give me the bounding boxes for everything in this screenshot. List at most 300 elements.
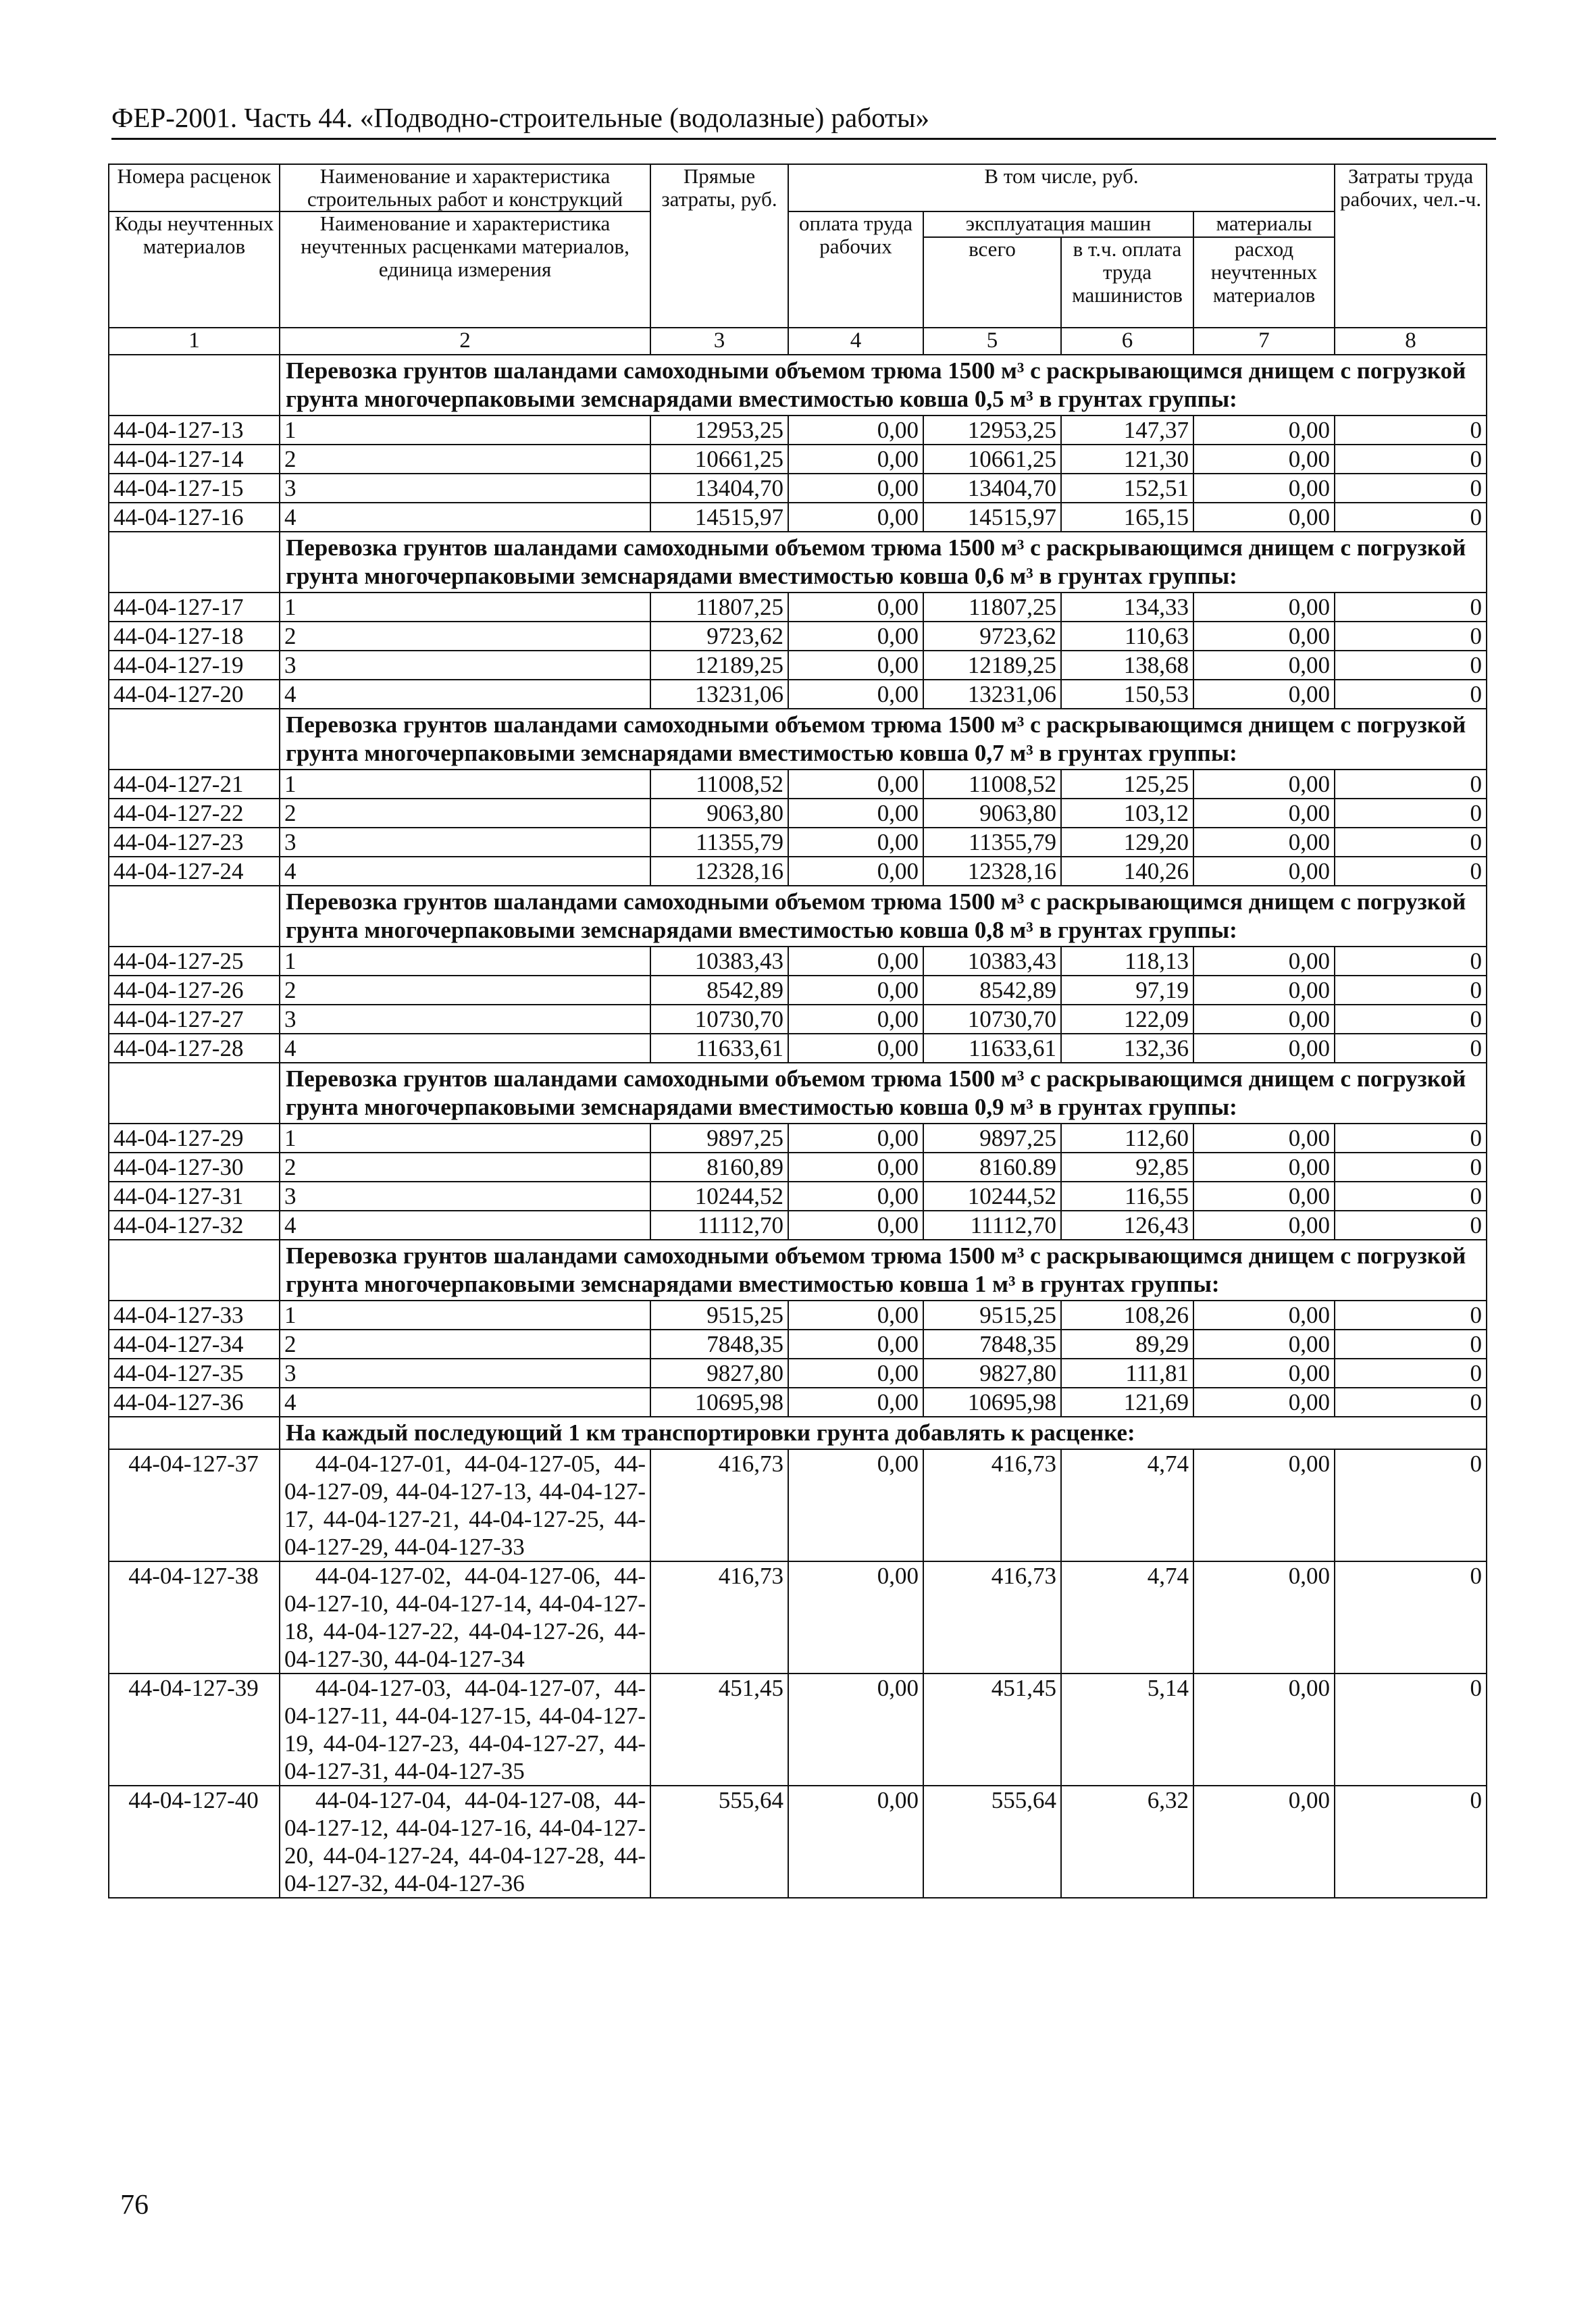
section-header-row — [109, 532, 1487, 593]
applicable-rates-list: 44-04-127-01, 44-04-127-05, 44-04-127-09, 44-04-127-13, 44-04-127-17, 44-04-127-21, 44-04-127-25, 44-04-127-29, 44-04-127-33 — [284, 1451, 646, 1560]
labor-hours: 0 — [1335, 828, 1487, 857]
machinist-pay: 92,85 — [1061, 1153, 1193, 1182]
machines-total: 555,64 — [923, 1786, 1061, 1898]
rate-name — [280, 1561, 650, 1674]
rate-code: 44-04-127-36 — [109, 1388, 280, 1417]
materials-cost: 0,00 — [1193, 799, 1335, 828]
direct-cost: 10383,43 — [650, 947, 788, 976]
machines-total: 9515,25 — [923, 1301, 1061, 1330]
direct-cost: 10695,98 — [650, 1388, 788, 1417]
machinist-pay: 121,69 — [1061, 1388, 1193, 1417]
rate-code: 44-04-127-16 — [109, 503, 280, 532]
table-row — [109, 1330, 1487, 1359]
machinist-pay: 103,12 — [1061, 799, 1193, 828]
direct-cost: 451,45 — [650, 1674, 788, 1786]
labor-hours: 0 — [1335, 1182, 1487, 1211]
machinist-pay: 150,53 — [1061, 680, 1193, 709]
rate-name: 1 — [280, 1124, 650, 1153]
direct-cost: 12189,25 — [650, 651, 788, 680]
machines-total: 9897,25 — [923, 1124, 1061, 1153]
materials-cost: 0,00 — [1193, 1359, 1335, 1388]
direct-cost: 10730,70 — [650, 1005, 788, 1034]
table-row — [109, 1034, 1487, 1063]
rate-name: 4 — [280, 857, 650, 886]
machinist-pay: 108,26 — [1061, 1301, 1193, 1330]
labor-hours: 0 — [1335, 1005, 1487, 1034]
table-row — [109, 445, 1487, 474]
section-spacer — [109, 355, 280, 416]
header-work-name: Наименование и характеристика строительных работ и конструкций — [280, 164, 650, 211]
rate-code: 44-04-127-33 — [109, 1301, 280, 1330]
machinist-pay: 89,29 — [1061, 1330, 1193, 1359]
running-head: ФЕР-2001. Часть 44. «Подводно-строительные (водолазные) работы» — [111, 102, 930, 133]
rate-name: 1 — [280, 947, 650, 976]
rate-name — [280, 1674, 650, 1786]
machines-total: 11008,52 — [923, 770, 1061, 799]
labor-hours: 0 — [1335, 1388, 1487, 1417]
table-row — [109, 1301, 1487, 1330]
machinist-pay: 138,68 — [1061, 651, 1193, 680]
rate-code: 44-04-127-34 — [109, 1330, 280, 1359]
section-spacer — [109, 532, 280, 593]
table-row — [109, 1211, 1487, 1240]
machines-total: 10695,98 — [923, 1388, 1061, 1417]
table-row — [109, 622, 1487, 651]
labor-pay: 0,00 — [788, 503, 923, 532]
rate-name: 3 — [280, 828, 650, 857]
materials-cost: 0,00 — [1193, 503, 1335, 532]
rate-name — [280, 1786, 650, 1898]
applicable-rates-list: 44-04-127-04, 44-04-127-08, 44-04-127-12, 44-04-127-16, 44-04-127-20, 44-04-127-24, 44-04-127-28, 44-04-127-32, 44-04-127-36 — [284, 1787, 646, 1896]
rates-table — [108, 164, 1487, 1898]
header-material-codes: Коды неучтенных материалов — [109, 211, 280, 328]
section-title: Перевозка грунтов шаландами самоходными объемом трюма 1500 м³ с раскрывающимся днищем с погрузкой грунта многочерпаковыми земснарядами вместимостью ковша 0,8 м³ в грунтах группы: — [280, 886, 1487, 947]
materials-cost: 0,00 — [1193, 947, 1335, 976]
direct-cost: 12328,16 — [650, 857, 788, 886]
labor-hours: 0 — [1335, 1674, 1487, 1786]
labor-pay: 0,00 — [788, 1005, 923, 1034]
labor-hours: 0 — [1335, 1449, 1487, 1561]
machinist-pay: 4,74 — [1061, 1561, 1193, 1674]
machinist-pay: 132,36 — [1061, 1034, 1193, 1063]
header-in-total: В том числе, руб. — [788, 164, 1335, 211]
machinist-pay: 129,20 — [1061, 828, 1193, 857]
table-row — [109, 1005, 1487, 1034]
machines-total: 9723,62 — [923, 622, 1061, 651]
direct-cost: 7848,35 — [650, 1330, 788, 1359]
rate-name: 2 — [280, 622, 650, 651]
materials-cost: 0,00 — [1193, 1124, 1335, 1153]
direct-cost: 11008,52 — [650, 770, 788, 799]
labor-pay: 0,00 — [788, 1124, 923, 1153]
rate-name: 2 — [280, 1330, 650, 1359]
machines-total: 12189,25 — [923, 651, 1061, 680]
labor-hours: 0 — [1335, 445, 1487, 474]
direct-cost: 416,73 — [650, 1561, 788, 1674]
machinist-pay: 122,09 — [1061, 1005, 1193, 1034]
applicable-rates-list: 44-04-127-03, 44-04-127-07, 44-04-127-11, 44-04-127-15, 44-04-127-19, 44-04-127-23, 44-04-127-27, 44-04-127-31, 44-04-127-35 — [284, 1675, 646, 1784]
machines-total: 14515,97 — [923, 503, 1061, 532]
machinist-pay: 125,25 — [1061, 770, 1193, 799]
header-machines-total: всего — [923, 237, 1061, 328]
rate-name: 2 — [280, 976, 650, 1005]
materials-cost: 0,00 — [1193, 1449, 1335, 1561]
machines-total: 11633,61 — [923, 1034, 1061, 1063]
table-row — [109, 651, 1487, 680]
machinist-pay: 147,37 — [1061, 416, 1193, 445]
labor-pay: 0,00 — [788, 947, 923, 976]
direct-cost: 11633,61 — [650, 1034, 788, 1063]
labor-pay: 0,00 — [788, 445, 923, 474]
machines-total: 10661,25 — [923, 445, 1061, 474]
rate-name: 1 — [280, 770, 650, 799]
labor-pay: 0,00 — [788, 1182, 923, 1211]
rate-code: 44-04-127-23 — [109, 828, 280, 857]
table-row — [109, 474, 1487, 503]
table-row — [109, 1786, 1487, 1898]
header-direct-costs: Прямые затраты, руб. — [650, 164, 788, 328]
rate-name: 4 — [280, 503, 650, 532]
machines-total: 13404,70 — [923, 474, 1061, 503]
materials-cost: 0,00 — [1193, 1301, 1335, 1330]
rate-code: 44-04-127-28 — [109, 1034, 280, 1063]
materials-cost: 0,00 — [1193, 474, 1335, 503]
header-labor-pay: оплата труда рабочих — [788, 211, 923, 328]
machines-total: 8542,89 — [923, 976, 1061, 1005]
machinist-pay: 5,14 — [1061, 1674, 1193, 1786]
rate-name: 2 — [280, 799, 650, 828]
direct-cost: 11355,79 — [650, 828, 788, 857]
labor-hours: 0 — [1335, 1211, 1487, 1240]
direct-cost: 555,64 — [650, 1786, 788, 1898]
materials-cost: 0,00 — [1193, 1330, 1335, 1359]
machines-total: 451,45 — [923, 1674, 1061, 1786]
column-numbers-row — [109, 328, 1487, 355]
rate-name: 3 — [280, 1005, 650, 1034]
machinist-pay: 4,74 — [1061, 1449, 1193, 1561]
labor-pay: 0,00 — [788, 828, 923, 857]
section-header-row — [109, 355, 1487, 416]
header-rate-numbers: Номера расценок — [109, 164, 280, 211]
section-header-row — [109, 886, 1487, 947]
rate-code: 44-04-127-27 — [109, 1005, 280, 1034]
rate-code: 44-04-127-19 — [109, 651, 280, 680]
table-row — [109, 680, 1487, 709]
materials-cost: 0,00 — [1193, 770, 1335, 799]
table-row — [109, 1674, 1487, 1786]
rate-code: 44-04-127-31 — [109, 1182, 280, 1211]
direct-cost: 13404,70 — [650, 474, 788, 503]
machines-total: 11807,25 — [923, 593, 1061, 622]
machines-total: 11112,70 — [923, 1211, 1061, 1240]
rate-code: 44-04-127-17 — [109, 593, 280, 622]
table-row — [109, 593, 1487, 622]
column-number: 5 — [923, 328, 1061, 355]
direct-cost: 11112,70 — [650, 1211, 788, 1240]
machines-total: 13231,06 — [923, 680, 1061, 709]
section-title: Перевозка грунтов шаландами самоходными объемом трюма 1500 м³ с раскрывающимся днищем с погрузкой грунта многочерпаковыми земснарядами вместимостью ковша 0,9 м³ в грунтах группы: — [280, 1063, 1487, 1124]
labor-pay: 0,00 — [788, 651, 923, 680]
labor-pay: 0,00 — [788, 1561, 923, 1674]
header-materials: материалы — [1193, 211, 1335, 237]
labor-hours: 0 — [1335, 857, 1487, 886]
labor-pay: 0,00 — [788, 976, 923, 1005]
machines-total: 9063,80 — [923, 799, 1061, 828]
rate-name: 4 — [280, 1034, 650, 1063]
machinist-pay: 6,32 — [1061, 1786, 1193, 1898]
labor-pay: 0,00 — [788, 770, 923, 799]
table-row — [109, 1153, 1487, 1182]
column-number: 6 — [1061, 328, 1193, 355]
labor-pay: 0,00 — [788, 857, 923, 886]
labor-pay: 0,00 — [788, 1211, 923, 1240]
direct-cost: 9723,62 — [650, 622, 788, 651]
direct-cost: 10244,52 — [650, 1182, 788, 1211]
machinist-pay: 140,26 — [1061, 857, 1193, 886]
materials-cost: 0,00 — [1193, 1786, 1335, 1898]
section-spacer — [109, 886, 280, 947]
rate-code: 44-04-127-32 — [109, 1211, 280, 1240]
header-row-2 — [109, 211, 1487, 237]
machinist-pay: 118,13 — [1061, 947, 1193, 976]
section-header-row — [109, 1417, 1487, 1449]
rate-code: 44-04-127-30 — [109, 1153, 280, 1182]
labor-pay: 0,00 — [788, 416, 923, 445]
section-title: Перевозка грунтов шаландами самоходными объемом трюма 1500 м³ с раскрывающимся днищем с погрузкой грунта многочерпаковыми земснарядами вместимостью ковша 0,7 м³ в грунтах группы: — [280, 709, 1487, 770]
direct-cost: 11807,25 — [650, 593, 788, 622]
machines-total: 10383,43 — [923, 947, 1061, 976]
labor-pay: 0,00 — [788, 1034, 923, 1063]
rate-code: 44-04-127-22 — [109, 799, 280, 828]
section-title: Перевозка грунтов шаландами самоходными объемом трюма 1500 м³ с раскрывающимся днищем с погрузкой грунта многочерпаковыми земснарядами вместимостью ковша 0,6 м³ в грунтах группы: — [280, 532, 1487, 593]
rate-name: 3 — [280, 1359, 650, 1388]
labor-pay: 0,00 — [788, 1359, 923, 1388]
column-number: 2 — [280, 328, 650, 355]
header-rule — [111, 138, 1496, 140]
table-row — [109, 770, 1487, 799]
machines-total: 8160.89 — [923, 1153, 1061, 1182]
labor-hours: 0 — [1335, 1034, 1487, 1063]
labor-hours: 0 — [1335, 593, 1487, 622]
section-header-row — [109, 709, 1487, 770]
labor-hours: 0 — [1335, 416, 1487, 445]
machines-total: 416,73 — [923, 1561, 1061, 1674]
rate-name: 1 — [280, 593, 650, 622]
labor-hours: 0 — [1335, 622, 1487, 651]
materials-cost: 0,00 — [1193, 1211, 1335, 1240]
rate-code: 44-04-127-37 — [109, 1449, 280, 1561]
header-machines: эксплуатация машин — [923, 211, 1193, 237]
machines-total: 11355,79 — [923, 828, 1061, 857]
table-row — [109, 828, 1487, 857]
rate-name: 1 — [280, 416, 650, 445]
rate-code: 44-04-127-35 — [109, 1359, 280, 1388]
rate-name: 1 — [280, 1301, 650, 1330]
labor-hours: 0 — [1335, 1786, 1487, 1898]
direct-cost: 10661,25 — [650, 445, 788, 474]
table-row — [109, 503, 1487, 532]
materials-cost: 0,00 — [1193, 445, 1335, 474]
materials-cost: 0,00 — [1193, 1182, 1335, 1211]
table-row — [109, 799, 1487, 828]
header-materials-use: расход неучтенных материалов — [1193, 237, 1335, 328]
materials-cost: 0,00 — [1193, 1674, 1335, 1786]
labor-hours: 0 — [1335, 503, 1487, 532]
rate-code: 44-04-127-26 — [109, 976, 280, 1005]
labor-hours: 0 — [1335, 1359, 1487, 1388]
header-material-name: Наименование и характеристика неучтенных расценками материалов, единица измерения — [280, 211, 650, 328]
rate-code: 44-04-127-40 — [109, 1786, 280, 1898]
labor-pay: 0,00 — [788, 1330, 923, 1359]
materials-cost: 0,00 — [1193, 622, 1335, 651]
direct-cost: 14515,97 — [650, 503, 788, 532]
labor-pay: 0,00 — [788, 622, 923, 651]
rate-name: 3 — [280, 474, 650, 503]
machinist-pay: 134,33 — [1061, 593, 1193, 622]
materials-cost: 0,00 — [1193, 680, 1335, 709]
machinist-pay: 111,81 — [1061, 1359, 1193, 1388]
section-header-row — [109, 1063, 1487, 1124]
machinist-pay: 112,60 — [1061, 1124, 1193, 1153]
direct-cost: 8160,89 — [650, 1153, 788, 1182]
section-title: На каждый последующий 1 км транспортировки грунта добавлять к расценке: — [280, 1417, 1487, 1449]
materials-cost: 0,00 — [1193, 1005, 1335, 1034]
machinist-pay: 126,43 — [1061, 1211, 1193, 1240]
labor-pay: 0,00 — [788, 1301, 923, 1330]
header-row-1 — [109, 164, 1487, 211]
table-row — [109, 1449, 1487, 1561]
table-row — [109, 1182, 1487, 1211]
machinist-pay: 110,63 — [1061, 622, 1193, 651]
machines-total: 10730,70 — [923, 1005, 1061, 1034]
header-machinist-pay: в т.ч. оплата труда машинистов — [1061, 237, 1193, 328]
direct-cost: 8542,89 — [650, 976, 788, 1005]
column-number: 7 — [1193, 328, 1335, 355]
rate-code: 44-04-127-20 — [109, 680, 280, 709]
materials-cost: 0,00 — [1193, 1388, 1335, 1417]
materials-cost: 0,00 — [1193, 416, 1335, 445]
labor-pay: 0,00 — [788, 474, 923, 503]
materials-cost: 0,00 — [1193, 1034, 1335, 1063]
materials-cost: 0,00 — [1193, 651, 1335, 680]
table-row — [109, 947, 1487, 976]
machinist-pay: 116,55 — [1061, 1182, 1193, 1211]
page-number: 76 — [120, 2190, 149, 2221]
materials-cost: 0,00 — [1193, 1153, 1335, 1182]
column-number: 3 — [650, 328, 788, 355]
section-title: Перевозка грунтов шаландами самоходными объемом трюма 1500 м³ с раскрывающимся днищем с погрузкой грунта многочерпаковыми земснарядами вместимостью ковша 1 м³ в грунтах группы: — [280, 1240, 1487, 1301]
column-number: 4 — [788, 328, 923, 355]
machinist-pay: 165,15 — [1061, 503, 1193, 532]
rate-code: 44-04-127-15 — [109, 474, 280, 503]
machines-total: 7848,35 — [923, 1330, 1061, 1359]
table-row — [109, 976, 1487, 1005]
labor-pay: 0,00 — [788, 1674, 923, 1786]
labor-hours: 0 — [1335, 1301, 1487, 1330]
table-row — [109, 416, 1487, 445]
labor-hours: 0 — [1335, 947, 1487, 976]
labor-pay: 0,00 — [788, 1153, 923, 1182]
materials-cost: 0,00 — [1193, 828, 1335, 857]
section-spacer — [109, 1063, 280, 1124]
machines-total: 12953,25 — [923, 416, 1061, 445]
direct-cost: 9063,80 — [650, 799, 788, 828]
section-spacer — [109, 709, 280, 770]
rate-code: 44-04-127-38 — [109, 1561, 280, 1674]
labor-pay: 0,00 — [788, 680, 923, 709]
machines-total: 416,73 — [923, 1449, 1061, 1561]
labor-pay: 0,00 — [788, 1449, 923, 1561]
machinist-pay: 121,30 — [1061, 445, 1193, 474]
table-row — [109, 1561, 1487, 1674]
machines-total: 10244,52 — [923, 1182, 1061, 1211]
section-title: Перевозка грунтов шаландами самоходными объемом трюма 1500 м³ с раскрывающимся днищем с погрузкой грунта многочерпаковыми земснарядами вместимостью ковша 0,5 м³ в грунтах группы: — [280, 355, 1487, 416]
applicable-rates-list: 44-04-127-02, 44-04-127-06, 44-04-127-10, 44-04-127-14, 44-04-127-18, 44-04-127-22, 44-04-127-26, 44-04-127-30, 44-04-127-34 — [284, 1563, 646, 1672]
rate-code: 44-04-127-18 — [109, 622, 280, 651]
rate-name — [280, 1449, 650, 1561]
column-number: 1 — [109, 328, 280, 355]
labor-hours: 0 — [1335, 1124, 1487, 1153]
rate-code: 44-04-127-21 — [109, 770, 280, 799]
section-spacer — [109, 1417, 280, 1449]
rates-table-body — [109, 164, 1487, 1898]
labor-hours: 0 — [1335, 799, 1487, 828]
direct-cost: 9515,25 — [650, 1301, 788, 1330]
labor-pay: 0,00 — [788, 593, 923, 622]
direct-cost: 416,73 — [650, 1449, 788, 1561]
direct-cost: 9897,25 — [650, 1124, 788, 1153]
direct-cost: 12953,25 — [650, 416, 788, 445]
labor-hours: 0 — [1335, 651, 1487, 680]
labor-pay: 0,00 — [788, 1786, 923, 1898]
machinist-pay: 97,19 — [1061, 976, 1193, 1005]
labor-hours: 0 — [1335, 474, 1487, 503]
materials-cost: 0,00 — [1193, 593, 1335, 622]
column-number: 8 — [1335, 328, 1487, 355]
materials-cost: 0,00 — [1193, 976, 1335, 1005]
rate-name: 4 — [280, 680, 650, 709]
rate-name: 2 — [280, 445, 650, 474]
rate-name: 3 — [280, 651, 650, 680]
direct-cost: 9827,80 — [650, 1359, 788, 1388]
rate-code: 44-04-127-13 — [109, 416, 280, 445]
section-spacer — [109, 1240, 280, 1301]
section-header-row — [109, 1240, 1487, 1301]
labor-hours: 0 — [1335, 1330, 1487, 1359]
rate-name: 4 — [280, 1211, 650, 1240]
rate-code: 44-04-127-39 — [109, 1674, 280, 1786]
header-labor-cost: Затраты труда рабочих, чел.-ч. — [1335, 164, 1487, 328]
machines-total: 12328,16 — [923, 857, 1061, 886]
rate-name: 4 — [280, 1388, 650, 1417]
table-row — [109, 857, 1487, 886]
materials-cost: 0,00 — [1193, 1561, 1335, 1674]
rate-code: 44-04-127-24 — [109, 857, 280, 886]
rate-code: 44-04-127-29 — [109, 1124, 280, 1153]
direct-cost: 13231,06 — [650, 680, 788, 709]
rate-name: 2 — [280, 1153, 650, 1182]
labor-hours: 0 — [1335, 1561, 1487, 1674]
table-row — [109, 1388, 1487, 1417]
labor-hours: 0 — [1335, 680, 1487, 709]
rate-name: 3 — [280, 1182, 650, 1211]
labor-pay: 0,00 — [788, 1388, 923, 1417]
materials-cost: 0,00 — [1193, 857, 1335, 886]
machines-total: 9827,80 — [923, 1359, 1061, 1388]
table-row — [109, 1359, 1487, 1388]
rate-code: 44-04-127-25 — [109, 947, 280, 976]
rate-code: 44-04-127-14 — [109, 445, 280, 474]
